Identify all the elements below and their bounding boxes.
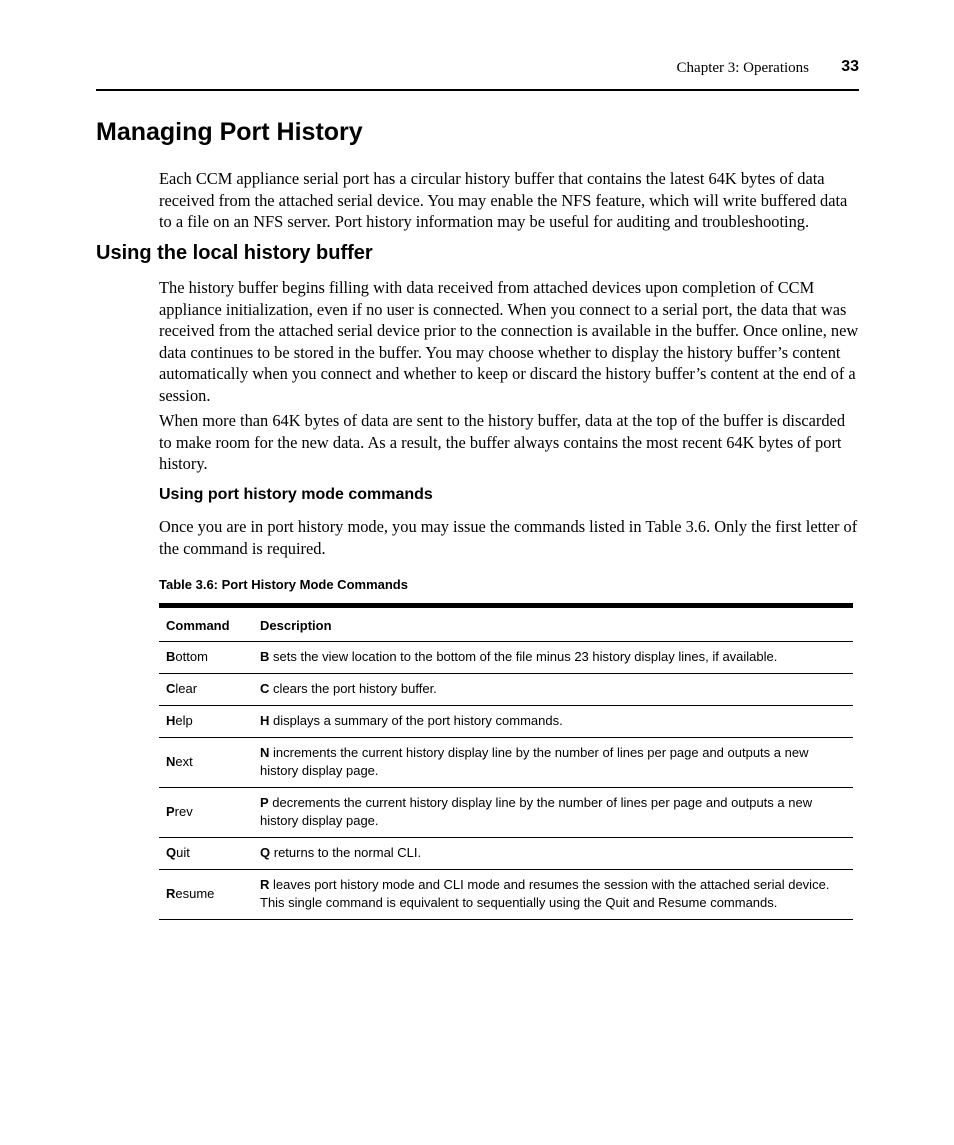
table-row xyxy=(159,838,853,870)
command-cell xyxy=(159,706,253,738)
description-cell xyxy=(253,706,853,738)
command-rest: lear xyxy=(175,681,198,696)
command-key: H xyxy=(166,713,176,728)
running-header xyxy=(96,58,859,80)
table-row xyxy=(159,870,853,920)
body-paragraph-3: Once you are in port history mode, you may issue the commands listed in Table 3.6. Only the first letter of the command is required. xyxy=(159,517,858,558)
command-rest: esume xyxy=(175,886,215,901)
description-text: displays a summary of the port history commands. xyxy=(269,713,563,728)
description-text: increments the current history display line by the number of lines per page and outputs a new history display page. xyxy=(260,745,809,778)
table-header-row xyxy=(159,606,853,642)
command-cell xyxy=(159,738,253,788)
header-rule xyxy=(96,89,859,91)
description-key: B xyxy=(260,649,270,664)
command-cell xyxy=(159,674,253,706)
description-key: H xyxy=(260,713,270,728)
description-cell xyxy=(253,788,853,838)
description-cell xyxy=(253,738,853,788)
column-header-command: Command xyxy=(166,617,230,633)
description-key: N xyxy=(260,745,270,760)
page-number: 33 xyxy=(841,58,859,75)
command-rest: ottom xyxy=(175,649,208,664)
command-rest: elp xyxy=(175,713,193,728)
description-text: returns to the normal CLI. xyxy=(270,845,422,860)
chapter-title: Chapter 3: Operations xyxy=(676,60,809,76)
subsubsection-heading: Using port history mode commands xyxy=(159,486,433,503)
command-cell xyxy=(159,838,253,870)
table-row xyxy=(159,674,853,706)
description-cell xyxy=(253,870,853,920)
body-paragraph-1: The history buffer begins filling with data received from attached devices upon completion of CCM appliance initialization, even if no user is connected. When you connect to a serial port, the data that was received from the attached serial device prior to the connection is available in the buffer. Once online, new data continues to be stored in the buffer. You may choose whether to display the history buffer’s content automatically when you connect and whether to keep or discard the history buffer’s content at the end of a session. xyxy=(159,278,859,405)
intro-paragraph: Each CCM appliance serial port has a circular history buffer that contains the latest 64K bytes of data received from the attached serial device. You may enable the NFS feature, which will write buffered data to a file on an NFS server. Port history information may be useful for auditing and troubleshooting. xyxy=(159,169,848,231)
description-key: R xyxy=(260,877,270,892)
command-key: N xyxy=(166,754,176,769)
description-text: clears the port history buffer. xyxy=(269,681,437,696)
subsection-heading: Using the local history buffer xyxy=(96,242,373,264)
command-rest: uit xyxy=(176,845,190,860)
description-text: decrements the current history display line by the number of lines per page and outputs a new history display page. xyxy=(260,795,813,828)
description-cell xyxy=(253,838,853,870)
section-heading: Managing Port History xyxy=(96,118,363,146)
command-key: B xyxy=(166,649,176,664)
command-rest: rev xyxy=(174,804,193,819)
table-row xyxy=(159,706,853,738)
command-key: Q xyxy=(166,845,177,860)
table-row xyxy=(159,738,853,788)
column-header-description: Description xyxy=(260,617,332,633)
description-key: P xyxy=(260,795,269,810)
command-rest: ext xyxy=(175,754,193,769)
table-caption: Table 3.6: Port History Mode Commands xyxy=(159,577,408,592)
command-key: C xyxy=(166,681,176,696)
commands-table xyxy=(159,603,853,920)
body-paragraph-2: When more than 64K bytes of data are sent to the history buffer, data at the top of the buffer is discarded to make room for the new data. As a result, the buffer always contains the most recent 64K bytes of port history. xyxy=(159,411,846,473)
description-key: Q xyxy=(260,845,271,860)
command-cell xyxy=(159,870,253,920)
command-key: P xyxy=(166,804,175,819)
description-text: leaves port history mode and CLI mode and resumes the session with the attached serial device. This single command is equivalent to sequentially using the Quit and Resume commands. xyxy=(260,877,830,910)
command-cell xyxy=(159,788,253,838)
description-key: C xyxy=(260,681,270,696)
description-cell xyxy=(253,642,853,674)
command-cell xyxy=(159,642,253,674)
description-text: sets the view location to the bottom of the file minus 23 history display lines, if available. xyxy=(269,649,778,664)
description-cell xyxy=(253,674,853,706)
table-row xyxy=(159,642,853,674)
table-row xyxy=(159,788,853,838)
command-key: R xyxy=(166,886,176,901)
